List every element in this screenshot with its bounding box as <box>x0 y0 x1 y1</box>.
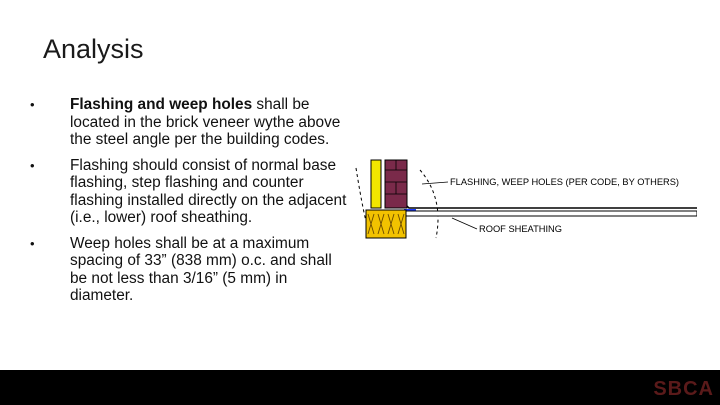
slide-title: Analysis <box>43 34 144 64</box>
dashed-arc-right <box>420 170 438 238</box>
bullet-list <box>30 96 348 313</box>
leader-line-sheathing <box>452 218 477 229</box>
bullet-text: shall be located in the brick veneer wythe above the steel angle per the building codes. <box>70 96 341 148</box>
bullet-dot: • <box>30 97 35 112</box>
bullet-text: Flashing should consist of normal base flashing, step flashing and counter flashing installed directly on the adjacent (i.e., lower) roof sheathing. <box>70 156 347 226</box>
bullet-item <box>30 96 348 149</box>
bullet-item <box>30 157 348 227</box>
bullet-text: Weep holes shall be at a maximum spacing of 33” (838 mm) o.c. and shall be not less than 3/16” (5 mm) in diameter. <box>70 234 332 304</box>
bullet-bold-text: Flashing and weep holes <box>70 96 253 113</box>
brick-veneer <box>385 160 407 208</box>
label-sheathing: ROOF SHEATHING <box>479 224 562 234</box>
flashing-diagram <box>352 158 697 248</box>
wood-blocking <box>366 210 406 238</box>
flashing-line <box>407 206 697 208</box>
roof-sheathing <box>404 211 697 216</box>
leader-line-flashing <box>422 182 448 184</box>
bullet-item <box>30 235 348 305</box>
label-flashing: FLASHING, WEEP HOLES (PER CODE, BY OTHERS) <box>450 177 680 187</box>
bullet-dot: • <box>30 235 35 251</box>
bullet-dot: • <box>30 157 35 173</box>
stud-wall <box>371 160 381 208</box>
sbca-logo: SBCA <box>653 378 714 400</box>
footer-bar <box>0 370 720 405</box>
